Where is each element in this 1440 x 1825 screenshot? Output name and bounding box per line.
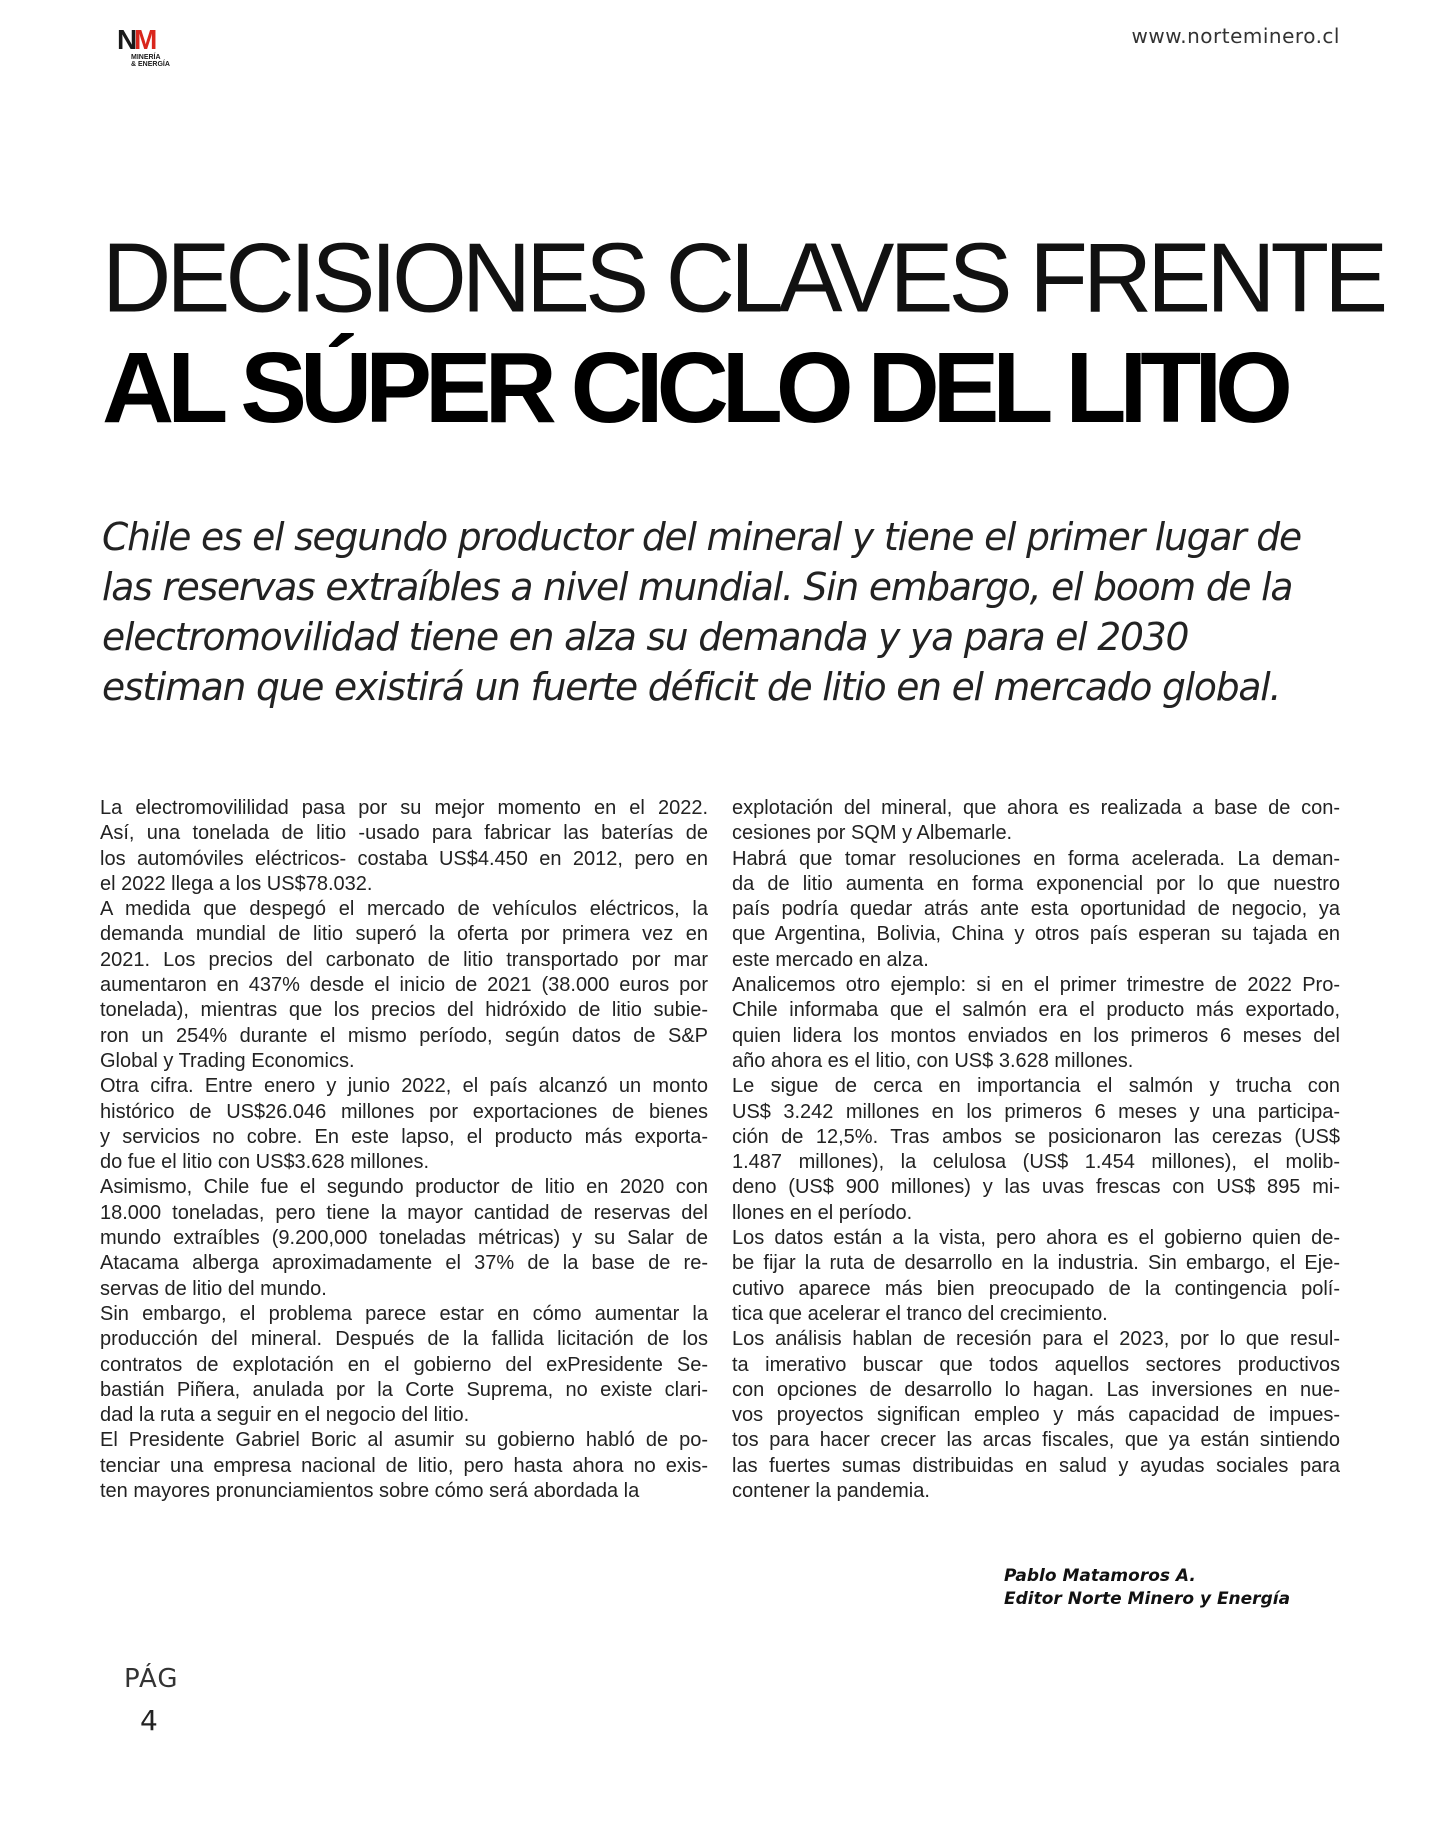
body-line: deno (US$ 900 millones) y las uvas frescas con US$ 895 mi- [732, 1176, 1340, 1199]
body-line: Chile informaba que el salmón era el producto más exportado, [732, 999, 1340, 1022]
body-line: con opciones de desarrollo lo hagan. Las inversiones en nue- [732, 1378, 1340, 1401]
body-line: servas de litio del mundo. [100, 1277, 327, 1300]
body-line: bastián Piñera, anulada por la Corte Suprema, no existe clari- [100, 1378, 708, 1401]
body-line: tos para hacer crecer las arcas fiscales, que ya están sintiendo [732, 1429, 1340, 1452]
body-line: Le sigue de cerca en importancia el salmón y trucha con [732, 1075, 1340, 1098]
deck-line: electromovilidad tiene en alza su demanda y ya para el 2030 [102, 615, 1189, 659]
body-line: El Presidente Gabriel Boric al asumir su gobierno habló de po- [100, 1429, 708, 1452]
body-line: el 2022 llega a los US$78.032. [100, 872, 373, 895]
body-paragraph [732, 796, 1340, 847]
body-paragraph [732, 1226, 1340, 1327]
body-paragraph [100, 1074, 708, 1175]
headline-line-2: AL SÚPER CICLO DEL LITIO [102, 332, 1286, 444]
body-paragraph [100, 1428, 708, 1504]
logo-sub-line1: MINERÍA [131, 54, 161, 61]
body-line: tica que acelerar el tranco del crecimiento. [732, 1302, 1108, 1325]
body-paragraph [732, 847, 1340, 973]
body-line: cesiones por SQM y Albemarle. [732, 822, 1013, 845]
body-line: quien lidera los montos enviados en los primeros 6 meses del [732, 1024, 1340, 1047]
body-line: do fue el litio con US$3.628 millones. [100, 1151, 430, 1174]
body-line: da de litio aumenta en forma exponencial por lo que nuestro [732, 872, 1340, 895]
body-line: explotación del mineral, que ahora es realizada a base de con- [732, 797, 1340, 819]
body-paragraph [100, 796, 708, 897]
deck-line: las reservas extraíbles a nivel mundial. Sin embargo, el boom de la [102, 565, 1293, 609]
brand-logo [117, 26, 177, 70]
page-number: 4 [140, 1704, 158, 1737]
body-line: demanda mundial de litio superó la oferta por primera vez en [100, 923, 708, 946]
body-column-right [732, 796, 1340, 1504]
site-url: www.norteminero.cl [1131, 24, 1340, 48]
article-byline [1004, 1565, 1290, 1611]
body-line: contener la pandemia. [732, 1480, 930, 1503]
body-line: producción del mineral. Después de la fallida licitación de los [100, 1328, 708, 1351]
body-line: ten mayores pronunciamientos sobre cómo será abordada la [100, 1480, 640, 1503]
body-line: 2021. Los precios del carbonato de litio transportado por mar [100, 948, 708, 971]
article-headline [102, 223, 1384, 444]
logo-subtitle [131, 54, 191, 68]
logo-letter-m: M [134, 24, 157, 55]
body-line: cutivo aparece más bien preocupado de la contingencia polí- [732, 1277, 1340, 1300]
body-line: vos proyectos significan empleo y más capacidad de impues- [732, 1404, 1340, 1427]
body-line: ción de 12,5%. Tras ambos se posicionaron las cerezas (US$ [732, 1125, 1340, 1148]
body-line: llones en el período. [732, 1201, 913, 1224]
body-paragraph [732, 973, 1340, 1074]
body-line: Habrá que tomar resoluciones en forma acelerada. La deman- [732, 847, 1340, 870]
body-line: Sin embargo, el problema parece estar en cómo aumentar la [100, 1302, 708, 1325]
body-line: los automóviles eléctricos- costaba US$4.450 en 2012, pero en [100, 847, 708, 870]
body-line: ron un 254% durante el mismo período, según datos de S&P [100, 1024, 708, 1047]
body-line: Los análisis hablan de recesión para el 2023, por lo que resul- [732, 1328, 1340, 1351]
body-line: Otra cifra. Entre enero y junio 2022, el país alcanzó un monto [100, 1075, 708, 1098]
body-line: be fijar la ruta de desarrollo en la industria. Sin embargo, el Eje- [732, 1252, 1340, 1275]
body-line: país podría quedar atrás ante esta oportunidad de negocio, ya [732, 898, 1340, 921]
body-line: contratos de explotación en el gobierno del exPresidente Se- [100, 1353, 708, 1376]
body-line: este mercado en alza. [732, 948, 929, 971]
logo-sub-line2: & ENERGÍA [131, 61, 170, 68]
logo-letter-n: N [117, 24, 137, 55]
body-line: A medida que despegó el mercado de vehículos eléctricos, la [100, 898, 708, 921]
body-line: ta imerativo buscar que todos aquellos sectores productivos [732, 1353, 1340, 1376]
body-line: mundo extraíbles (9.200,000 toneladas métricas) y su Salar de [100, 1227, 708, 1250]
article-deck [102, 512, 1301, 712]
body-line: y servicios no cobre. En este lapso, el producto más exporta- [100, 1125, 708, 1148]
body-line: las fuertes sumas distribuidas en salud y ayudas sociales para [732, 1454, 1340, 1477]
body-line: Los datos están a la vista, pero ahora es el gobierno quien de- [732, 1227, 1340, 1250]
deck-line: Chile es el segundo productor del mineral y tiene el primer lugar de [102, 515, 1301, 559]
body-line: Así, una tonelada de litio -usado para fabricar las baterías de [100, 822, 708, 845]
body-line: año ahora es el litio, con US$ 3.628 millones. [732, 1049, 1134, 1072]
body-line: Analicemos otro ejemplo: si en el primer trimestre de 2022 Pro- [732, 974, 1340, 997]
body-paragraph [100, 1302, 708, 1428]
body-paragraph [100, 1175, 708, 1301]
byline-role: Editor Norte Minero y Energía [1004, 1589, 1291, 1609]
body-line: tenciar una empresa nacional de litio, pero hasta ahora no exis- [100, 1454, 708, 1477]
body-line: que Argentina, Bolivia, China y otros país esperan su tajada en [732, 923, 1340, 946]
page-label: PÁG [124, 1664, 179, 1694]
body-line: Global y Trading Economics. [100, 1049, 355, 1072]
body-line: dad la ruta a seguir en el negocio del litio. [100, 1404, 470, 1427]
body-column-left [100, 796, 708, 1504]
body-line: Atacama alberga aproximadamente el 37% de la base de re- [100, 1252, 708, 1275]
body-line: Asimismo, Chile fue el segundo productor de litio en 2020 con [100, 1176, 708, 1199]
body-line: 1.487 millones), la celulosa (US$ 1.454 millones), el molib- [732, 1151, 1340, 1174]
body-line: histórico de US$26.046 millones por exportaciones de bienes [100, 1100, 708, 1123]
body-paragraph [100, 897, 708, 1074]
body-line: tonelada), mientras que los precios del hidróxido de litio subie- [100, 999, 708, 1022]
headline-line-1: DECISIONES CLAVES FRENTE [102, 223, 1384, 334]
deck-line: estiman que existirá un fuerte déficit de litio en el mercado global. [102, 665, 1281, 709]
body-line: 18.000 toneladas, pero tiene la mayor cantidad de reservas del [100, 1201, 708, 1224]
body-line: US$ 3.242 millones en los primeros 6 meses y una participa- [732, 1100, 1340, 1123]
body-line: La electromovililidad pasa por su mejor momento en el 2022. [100, 797, 708, 819]
body-paragraph [732, 1327, 1340, 1504]
byline-author: Pablo Matamoros A. [1004, 1566, 1196, 1586]
body-line: aumentaron en 437% desde el inicio de 2021 (38.000 euros por [100, 974, 708, 997]
body-paragraph [732, 1074, 1340, 1226]
